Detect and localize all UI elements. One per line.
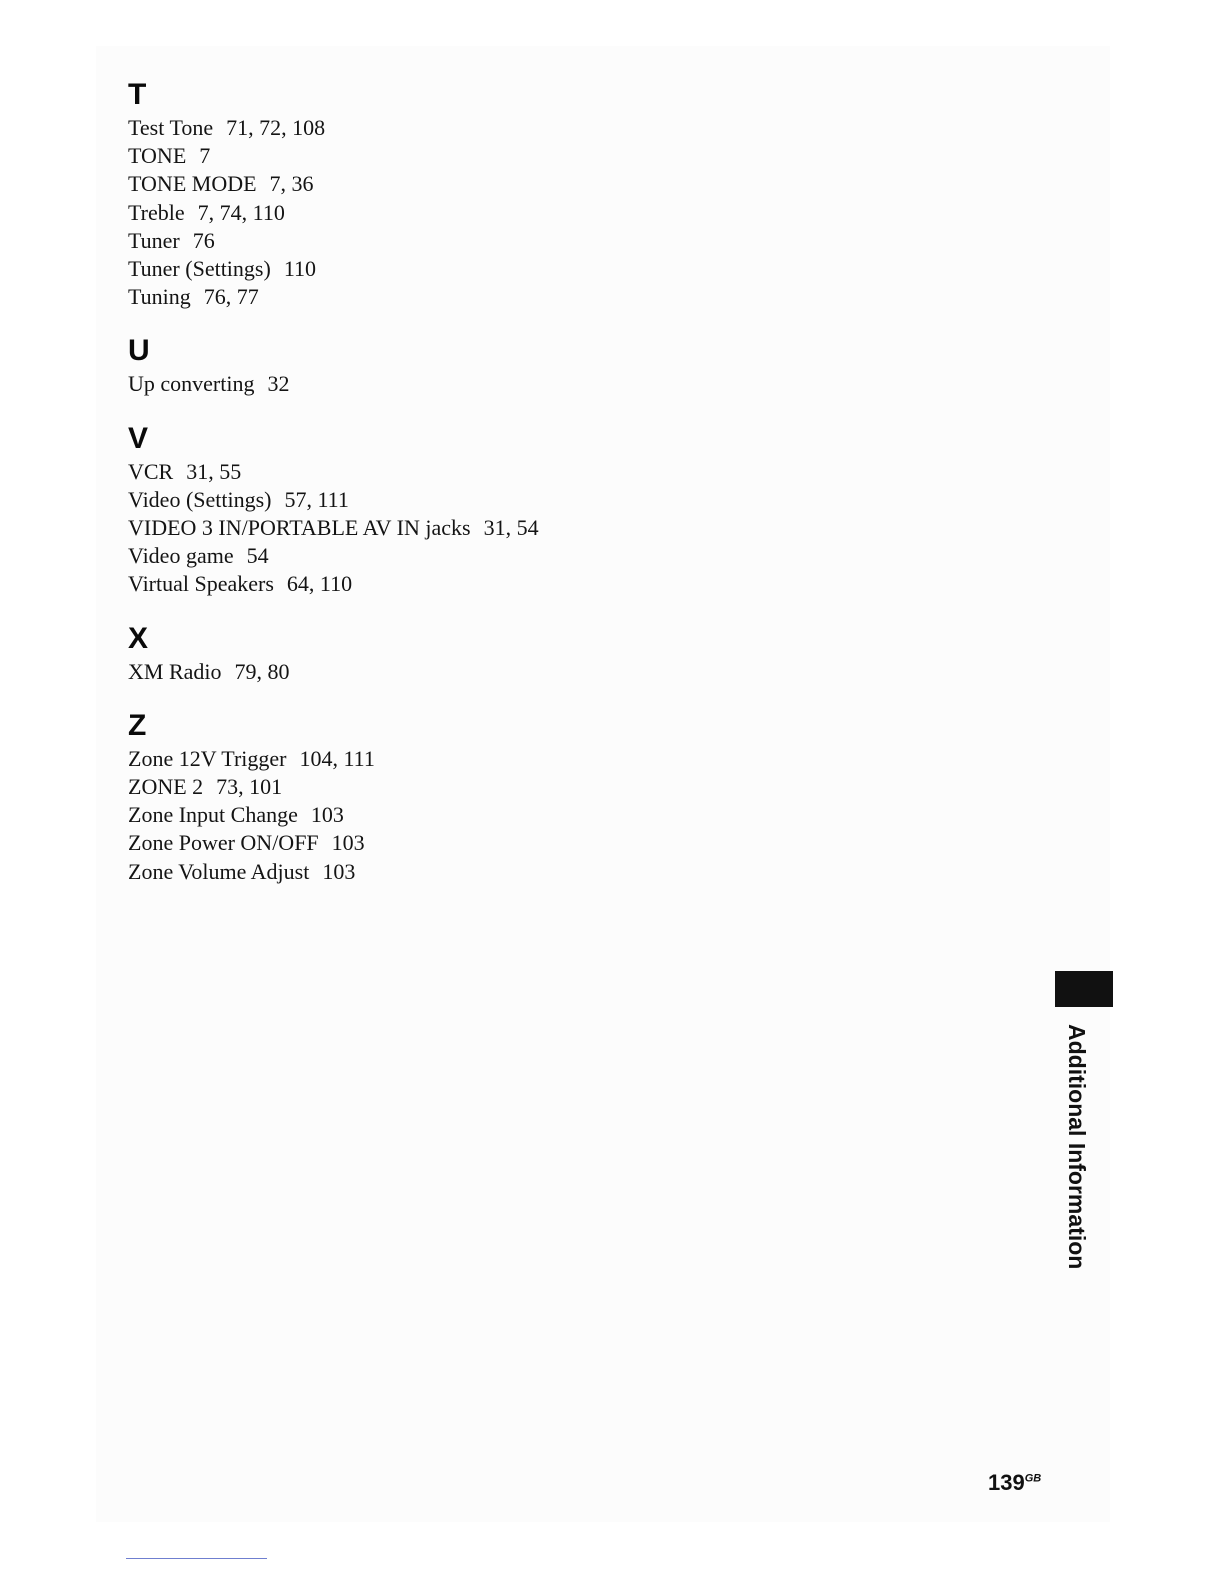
index-list xyxy=(128,78,828,909)
index-letter-heading: Z xyxy=(128,708,147,742)
index-entry-term: TONE MODE xyxy=(128,171,257,197)
index-entry xyxy=(128,858,828,886)
index-entry xyxy=(128,829,828,857)
index-entry xyxy=(128,370,828,398)
index-entry-pages: 79, 80 xyxy=(234,658,290,684)
index-entry xyxy=(128,570,828,598)
section-tab-label: Additional Information xyxy=(1064,1024,1090,1270)
index-entry-term: Zone Input Change xyxy=(128,802,298,828)
index-entry xyxy=(128,658,828,686)
index-entry-term: Tuning xyxy=(128,284,191,310)
index-entry-term: Test Tone xyxy=(128,115,214,140)
index-letter-heading: U xyxy=(128,334,150,368)
index-entry-pages: 71, 72, 108 xyxy=(226,115,326,140)
index-entry xyxy=(128,514,828,542)
index-entry-pages: 73, 101 xyxy=(216,774,283,800)
index-entry-pages: 57, 111 xyxy=(284,486,349,512)
page-number xyxy=(988,1470,1041,1496)
index-entry-pages: 103 xyxy=(331,830,365,856)
index-entry-term: Virtual Speakers xyxy=(128,571,274,597)
index-entry-term: Zone 12V Trigger xyxy=(128,745,287,771)
index-section-z xyxy=(128,709,828,886)
index-entry xyxy=(128,283,828,311)
index-entry-pages: 32 xyxy=(267,371,290,397)
index-entry-pages: 7, 36 xyxy=(269,171,314,197)
index-entry xyxy=(128,458,828,486)
index-entry-pages: 103 xyxy=(310,802,344,828)
index-entry-pages: 7 xyxy=(199,143,211,169)
index-section-t xyxy=(128,78,828,311)
index-entry-pages: 104, 111 xyxy=(299,745,375,771)
index-entry xyxy=(128,227,828,255)
index-entry-term: Zone Volume Adjust xyxy=(128,858,310,884)
index-section-x xyxy=(128,622,828,686)
index-entry xyxy=(128,486,828,514)
index-entry xyxy=(128,745,828,773)
index-entry-term: Tuner (Settings) xyxy=(128,256,271,282)
index-entry xyxy=(128,801,828,829)
index-letter-heading: V xyxy=(128,421,149,455)
index-entry-pages: 64, 110 xyxy=(286,571,353,597)
index-section-v xyxy=(128,422,828,599)
index-entry-pages: 76, 77 xyxy=(203,284,259,310)
index-entry-term: Tuner xyxy=(128,227,180,253)
index-entry-pages: 103 xyxy=(322,858,356,884)
page-number-suffix: GB xyxy=(1024,1472,1042,1485)
section-tab-marker xyxy=(1055,971,1113,1007)
index-entry-term: XM Radio xyxy=(128,658,222,684)
index-entry-term: VCR xyxy=(128,458,174,484)
index-entry-pages: 110 xyxy=(283,256,316,282)
index-entry xyxy=(128,199,828,227)
index-entry xyxy=(128,114,828,142)
index-entry-term: VIDEO 3 IN/PORTABLE AV IN jacks xyxy=(128,515,471,541)
index-entry-pages: 7, 74, 110 xyxy=(197,199,285,225)
index-entry-pages: 76 xyxy=(192,227,215,253)
index-entry xyxy=(128,255,828,283)
footer-rule xyxy=(126,1558,267,1559)
index-entry xyxy=(128,773,828,801)
index-entry-term: Zone Power ON/OFF xyxy=(128,830,319,856)
index-entry-term: ZONE 2 xyxy=(128,774,204,800)
index-entry xyxy=(128,170,828,198)
index-letter-heading: T xyxy=(128,78,147,111)
index-entry-pages: 31, 55 xyxy=(186,458,242,484)
index-entry xyxy=(128,542,828,570)
index-entry-term: Video (Settings) xyxy=(128,486,272,512)
index-section-u xyxy=(128,334,828,398)
index-entry-term: Video game xyxy=(128,543,234,569)
index-entry xyxy=(128,142,828,170)
index-entry-term: Up converting xyxy=(128,371,255,397)
index-letter-heading: X xyxy=(128,621,149,655)
page-number-value: 139 xyxy=(988,1470,1025,1495)
index-entry-term: Treble xyxy=(128,199,185,225)
index-entry-pages: 31, 54 xyxy=(483,515,539,541)
index-entry-pages: 54 xyxy=(246,543,269,569)
index-entry-term: TONE xyxy=(128,143,187,169)
